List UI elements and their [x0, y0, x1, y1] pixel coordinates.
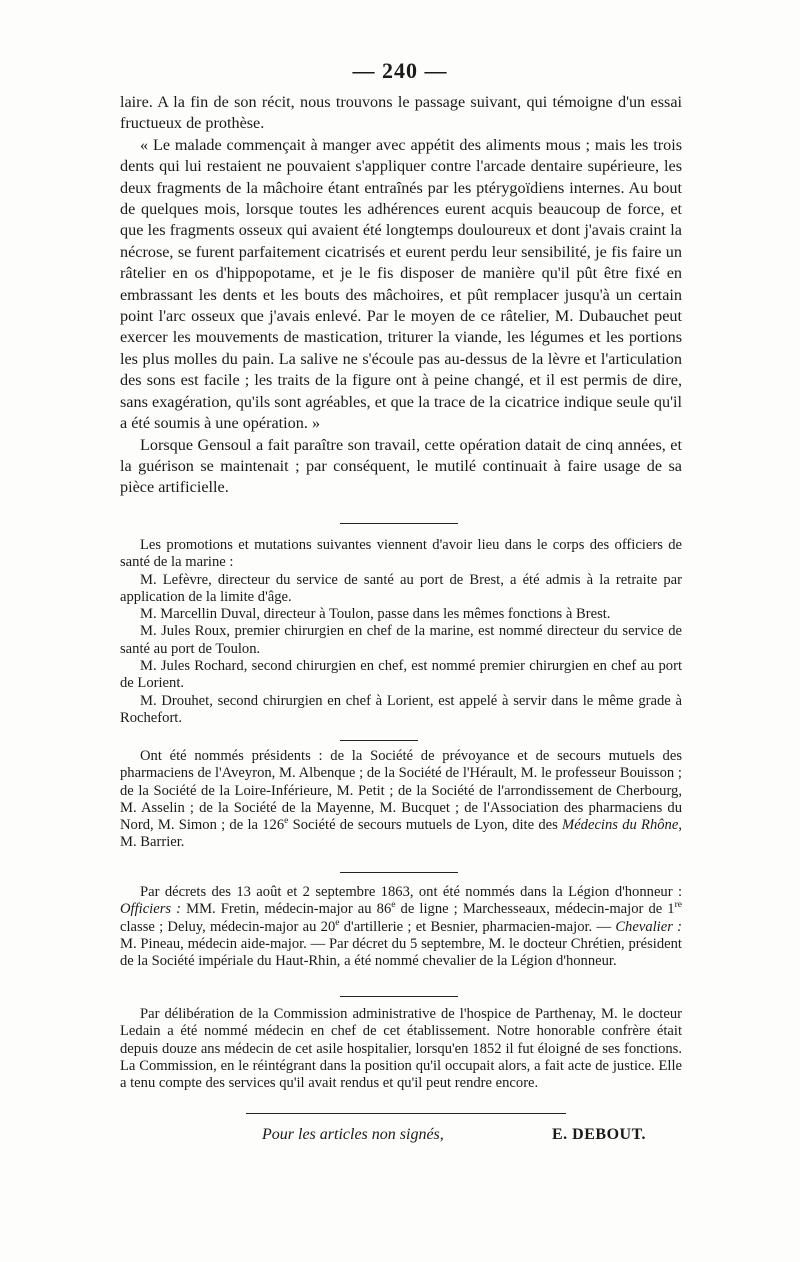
paragraph-quote: « Le malade commençait à manger avec appétit des aliments mous ; mais les trois dents qui lui restaient ne pouvaient s'appliquer contre l'arcade dentaire supérieure, les deux fragments de la mâchoire étant entraînés par les ptérygoïdiens internes. Au bout de quelques mois, lorsque toutes les adhérences eurent acquis beaucoup de force, et que les fragments osseux qui avaient été longtemps douloureux et dont j'avais craint la nécrose, se furent parfaitement cicatrisés et eurent perdu leur sensibilité, je fis faire un râtelier en os d'hippopotame, et je le fis disposer de manière qu'il pût être fixé en embrassant les dents et les bouts des mâchoires, et pût remplacer jusqu'à un certain point l'arc osseux que j'avais enlevé. Par le moyen de ce râtelier, M. Dubauchet peut exercer les mouvements de mastication, triturer la viande, les légumes et les portions les plus molles du pain. La salive ne s'écoule pas au-dessus de la lèvre et l'articulation des sons est facile ; les traits de la figure ont à peine changé, et il est permis de dire, sans exagération, qu'ils sont agréables, et que la trace de la cicatrice indique seule qu'il a été soumis à une opération. »	[120, 135, 682, 433]
separator-rule	[246, 1113, 566, 1114]
separator-rule	[340, 996, 458, 997]
parthenay-section	[120, 1006, 682, 1092]
paragraph-continuation: laire. A la fin de son récit, nous trouvons le passage suivant, qui témoigne d'un essai fructueux de prothèse.	[120, 93, 682, 133]
signature-label: Pour les articles non signés,	[262, 1126, 444, 1143]
decrets-paragraph: Par décrets des 13 août et 2 septembre 1863, ont été nommés dans la Légion d'honneur : Officiers : MM. Fretin, médecin-major au 86e de ligne ; Marchesseaux, médecin-major de 1re classe ; Deluy, médecin-major au 20e d'artillerie ; et Besnier, pharmacien-major. — Chevalier : M. Pineau, médecin aide-major. — Par décret du 5 septembre, M. le docteur Chrétien, président de la Société impériale du Haut-Rhin, a été nommé chevalier de la Légion d'honneur.	[120, 884, 682, 970]
promotion-item: M. Jules Roux, premier chirurgien en chef de la marine, est nommé directeur du service de santé au port de Toulon.	[120, 623, 682, 657]
separator-rule	[340, 872, 458, 873]
presidents-paragraph: Ont été nommés présidents : de la Société de prévoyance et de secours mutuels des pharmaciens de l'Aveyron, M. Albenque ; de la Société de l'Hérault, M. le professeur Bouisson ; de la Société de la Loire-Inférieure, M. Petit ; de la Société de l'arrondissement de Cherbourg, M. Asselin ; de la Société de la Mayenne, M. Bucquet ; de l'Association des pharmaciens du Nord, M. Simon ; de la 126e Société de secours mutuels de Lyon, dite des Médecins du Rhône, M. Barrier.	[120, 748, 682, 851]
page-number: — 240 —	[352, 58, 448, 83]
signature-name: E. DEBOUT.	[552, 1126, 647, 1143]
parthenay-paragraph: Par délibération de la Commission administrative de l'hospice de Parthenay, M. le docteur Ledain a été nommé médecin en chef de cet établissement. Notre honorable confrère était depuis douze ans médecin de cet asile hospitalier, lorsqu'en 1852 il fut éloigné de ses fonctions. La Commission, en le réintégrant dans la position qu'il occupait alors, a fait acte de justice. Elle a tenu compte des services qu'il avait rendus et qu'il peut rendre encore.	[120, 1006, 682, 1092]
promotions-intro: Les promotions et mutations suivantes viennent d'avoir lieu dans le corps des officiers de santé de la marine :	[120, 537, 682, 571]
promotion-item: M. Drouhet, second chirurgien en chef à Lorient, est appelé à servir dans le même grade à Rochefort.	[120, 692, 682, 726]
separator-rule	[340, 740, 418, 741]
presidents-section	[120, 748, 682, 852]
decrets-section	[120, 884, 682, 970]
main-text	[120, 92, 682, 499]
paragraph-gensoul: Lorsque Gensoul a fait paraître son travail, cette opération datait de cinq années, et la guérison se maintenait ; par conséquent, le mutilé continuait à faire usage de sa pièce artificielle.	[120, 435, 682, 497]
separator-rule	[340, 523, 458, 524]
promotion-item: M. Marcellin Duval, directeur à Toulon, passe dans les mêmes fonctions à Brest.	[140, 606, 611, 623]
promotion-item: M. Lefèvre, directeur du service de santé au port de Brest, a été admis à la retraite par application de la limite d'âge.	[120, 571, 682, 605]
promotion-item: M. Jules Rochard, second chirurgien en chef, est nommé premier chirurgien en chef au port de Lorient.	[120, 658, 682, 692]
promotions-section	[120, 537, 682, 727]
